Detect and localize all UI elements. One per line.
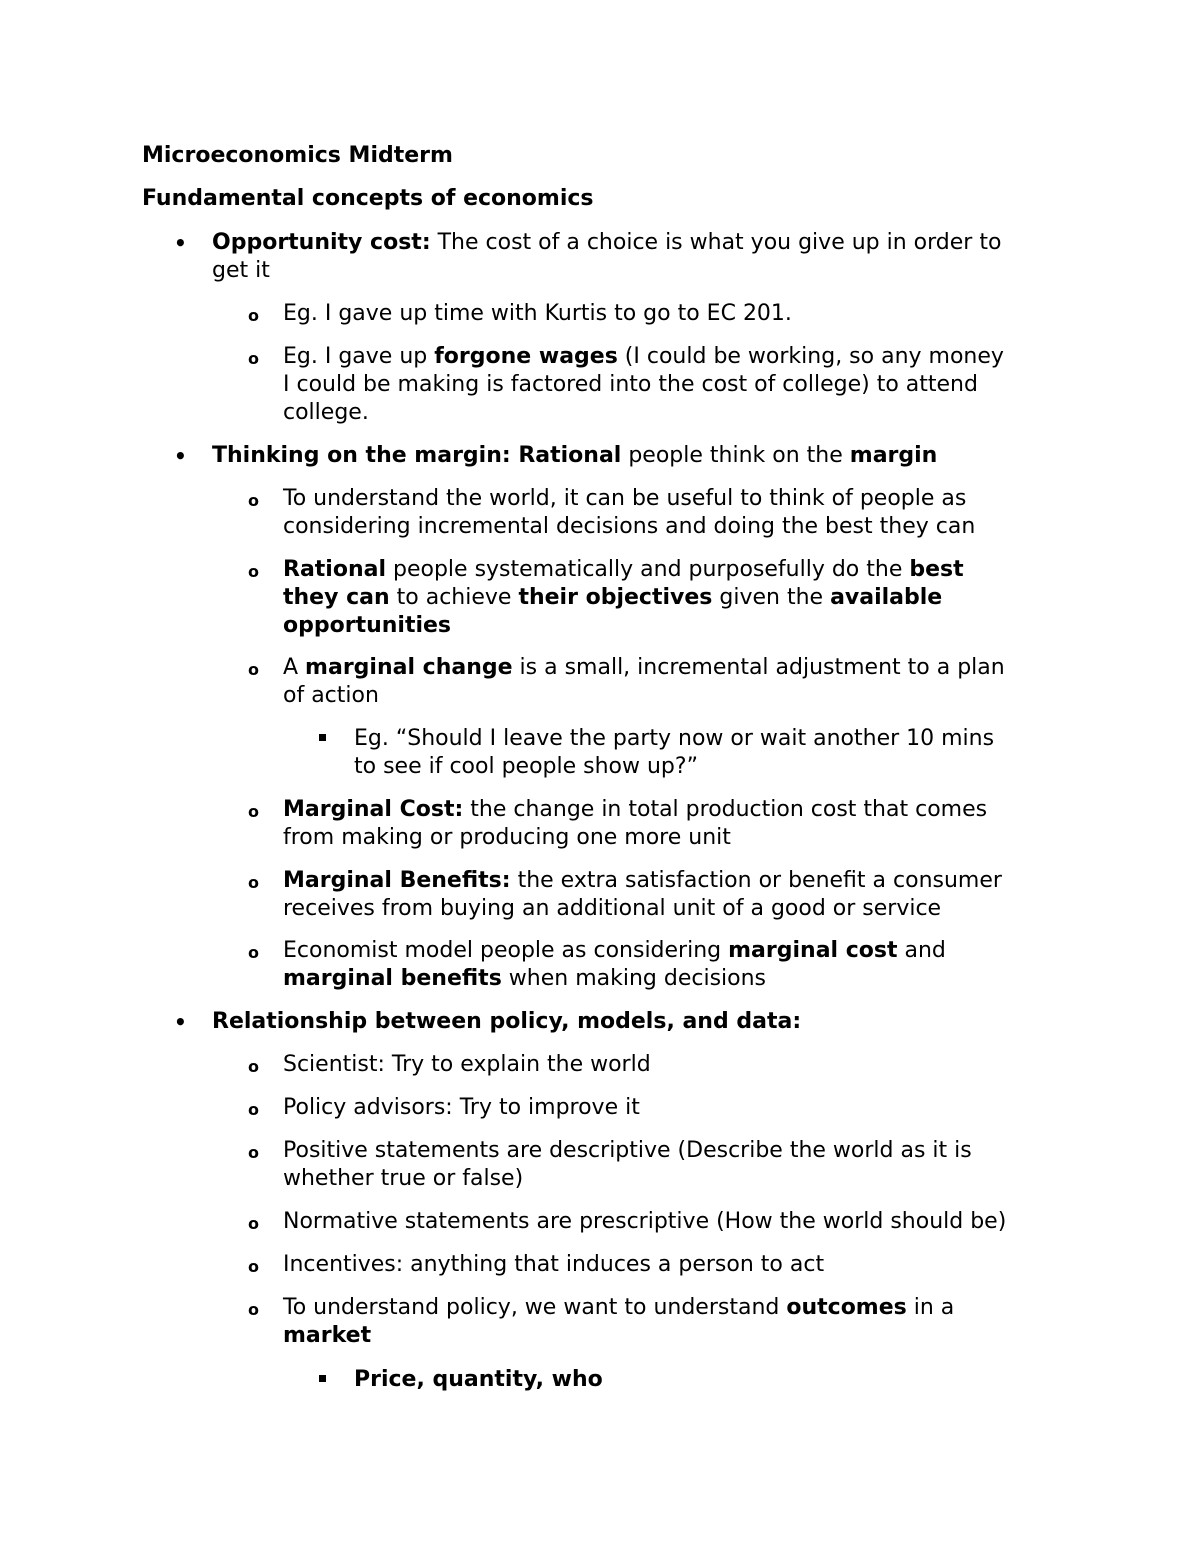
list-item-opportunity-cost: Opportunity cost: The cost of a choice is what you give up in order to: [212, 230, 1002, 255]
sub-item-text: marginal benefits when making decisions: [283, 966, 767, 991]
sub-item-text: I could be making is factored into the cost of college) to attend: [283, 372, 978, 397]
bullet-disc-icon: •: [174, 231, 187, 255]
sub-item-rational: Rational people systematically and purposefully do the best: [283, 557, 964, 582]
sub-item-text: receives from buying an additional unit of a good or service: [283, 896, 942, 921]
bullet-circle-icon: o: [248, 1057, 259, 1076]
bullet-circle-icon: o: [248, 1143, 259, 1162]
sub-item-text: market: [283, 1323, 372, 1348]
list-item-margin: Thinking on the margin: Rational people think on the margin: [212, 443, 938, 468]
sub-sub-item-text: Price, quantity, who: [354, 1367, 603, 1392]
sub-item-text: Normative statements are prescriptive (How the world should be): [283, 1209, 1007, 1234]
sub-item-text: Positive statements are descriptive (Describe the world as it is: [283, 1138, 972, 1163]
bullet-circle-icon: o: [248, 1214, 259, 1233]
bullet-circle-icon: o: [248, 306, 259, 325]
bullet-circle-icon: o: [248, 562, 259, 581]
sub-item-text: considering incremental decisions and doing the best they can: [283, 514, 976, 539]
sub-sub-item-example: Eg. “Should I leave the party now or wait another 10 mins: [354, 726, 995, 751]
sub-item-example: Eg. I gave up time with Kurtis to go to EC 201.: [283, 301, 792, 326]
sub-item-example: Eg. I gave up forgone wages (I could be working, so any money: [283, 344, 1004, 369]
bullet-disc-icon: •: [174, 444, 187, 468]
sub-item-outcomes: To understand policy, we want to understand outcomes in a: [283, 1295, 955, 1320]
sub-item-marginal-change: A marginal change is a small, incremental adjustment to a plan: [283, 655, 1005, 680]
bullet-circle-icon: o: [248, 660, 259, 679]
sub-item-text: opportunities: [283, 613, 452, 638]
bullet-circle-icon: o: [248, 1100, 259, 1119]
bullet-circle-icon: o: [248, 1257, 259, 1276]
sub-item-text: whether true or false): [283, 1166, 524, 1191]
bullet-circle-icon: o: [248, 943, 259, 962]
bullet-circle-icon: o: [248, 349, 259, 368]
bullet-circle-icon: o: [248, 1300, 259, 1319]
sub-item-text: Policy advisors: Try to improve it: [283, 1095, 640, 1120]
bullet-disc-icon: •: [174, 1010, 187, 1034]
sub-item-text: of action: [283, 683, 379, 708]
sub-item-text: college.: [283, 400, 369, 425]
sub-item-economist-model: Economist model people as considering marginal cost and: [283, 938, 946, 963]
sub-item-text: Incentives: anything that induces a person to act: [283, 1252, 825, 1277]
sub-item-text: To understand the world, it can be useful to think of people as: [283, 486, 967, 511]
sub-sub-item-text: to see if cool people show up?”: [354, 754, 698, 779]
bullet-circle-icon: o: [248, 873, 259, 892]
sub-item-marginal-cost: Marginal Cost: the change in total production cost that comes: [283, 797, 988, 822]
section-heading: Fundamental concepts of economics: [142, 186, 594, 211]
sub-item-text: from making or producing one more unit: [283, 825, 731, 850]
bullet-square-icon: [319, 1375, 326, 1382]
list-item-text: get it: [212, 258, 270, 283]
bullet-square-icon: [319, 734, 326, 741]
sub-item-marginal-benefits: Marginal Benefits: the extra satisfaction or benefit a consumer: [283, 868, 1002, 893]
sub-item-text: Scientist: Try to explain the world: [283, 1052, 651, 1077]
document-title: Microeconomics Midterm: [142, 143, 453, 168]
sub-item-text: they can to achieve their objectives given the available: [283, 585, 943, 610]
bullet-circle-icon: o: [248, 802, 259, 821]
list-item-relationship: Relationship between policy, models, and data:: [212, 1009, 802, 1034]
bullet-circle-icon: o: [248, 491, 259, 510]
